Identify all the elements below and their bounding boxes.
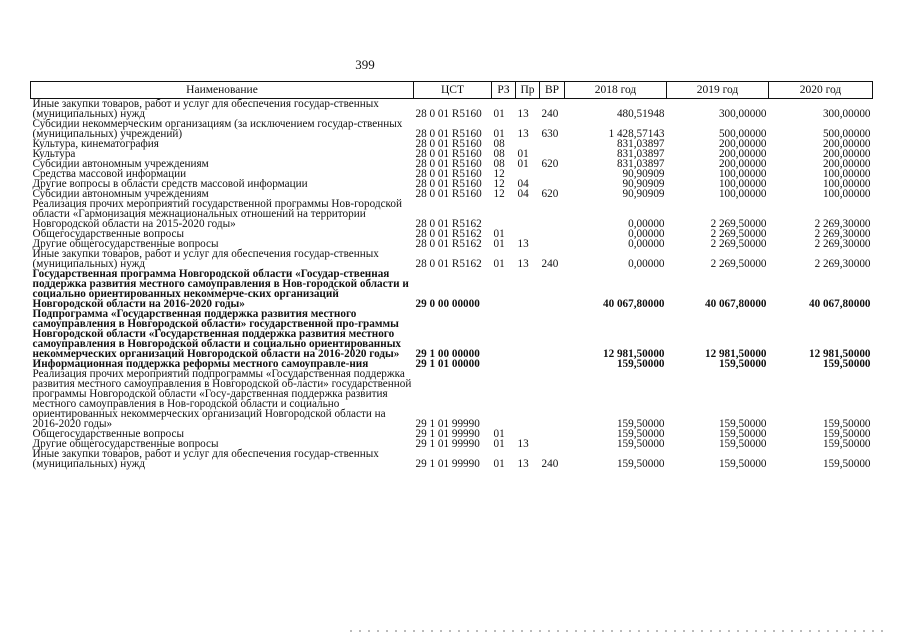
cell-rz — [492, 369, 516, 429]
cell-cst: 29 1 01 99990 — [415, 428, 480, 440]
cell-cst: 28 0 01 R5160 — [415, 108, 482, 120]
cell-2018: 480,51948 — [616, 108, 665, 120]
cell-2018: 159,50000 — [616, 418, 665, 430]
cell-pr: 13 — [517, 458, 529, 470]
cell-rz: 01 — [493, 258, 505, 270]
cell-cst: 28 0 01 R5160 — [415, 188, 482, 200]
cell-vr — [540, 429, 565, 439]
cell-pr: 13 — [517, 238, 529, 250]
cell-2019: 159,50000 — [718, 358, 767, 370]
cell-2018: 0,00000 — [628, 228, 665, 240]
cell-vr — [540, 229, 565, 239]
cell-rz: 08 — [493, 148, 505, 160]
cell-2019: 159,50000 — [718, 438, 767, 450]
cell-rz: 12 — [493, 188, 505, 200]
cell-name: Субсидии автономным учреждениям — [32, 158, 209, 170]
header-2020: 2020 год — [769, 82, 873, 99]
cell-name: Информационная поддержка реформы местного самоуправле-ния — [32, 358, 369, 370]
cell-2019: 40 067,80000 — [704, 298, 767, 310]
table-row — [31, 119, 873, 139]
header-vr: ВР — [540, 82, 565, 99]
cell-vr — [540, 169, 565, 179]
cell-rz — [492, 199, 516, 229]
cell-2020: 2 269,30000 — [814, 218, 871, 230]
cell-2019: 12 981,50000 — [704, 348, 767, 360]
cell-name: Реализация прочих мероприятий подпрограммы «Государственная поддержка развития местного самоуправления в Новгородской об-ласти» государственной программы Новгородской области «Госу-дарственная поддержка развития местного самоуправления в Нов-городской области и социально ориентированных некоммерческих организаций Новгородской области на 2016-2020 годы» — [32, 368, 412, 430]
cell-rz: 01 — [493, 228, 505, 240]
cell-2019: 100,00000 — [718, 178, 767, 190]
cell-2018: 159,50000 — [616, 438, 665, 450]
cell-2020: 2 269,30000 — [814, 238, 871, 250]
cell-2018: 159,50000 — [616, 458, 665, 470]
cell-name: Другие общегосударственные вопросы — [32, 438, 219, 450]
cell-2018: 0,00000 — [628, 238, 665, 250]
cell-name: Реализация прочих мероприятий государственной программы Нов-городской области «Гармонизация межнациональных отношений на территории Новгородской области на 2015-2020 годы» — [32, 198, 402, 230]
header-name: Наименование — [31, 82, 414, 99]
cell-name: Иные закупки товаров, работ и услуг для обеспечения государ-ственных (муниципальных) нужд — [32, 248, 379, 270]
cell-rz: 01 — [493, 128, 505, 140]
cell-rz: 01 — [493, 428, 505, 440]
cell-2020: 159,50000 — [822, 358, 871, 370]
cell-pr: 04 — [517, 178, 529, 190]
cell-2019: 159,50000 — [718, 418, 767, 430]
cell-2019: 2 269,50000 — [710, 238, 767, 250]
header-2019: 2019 год — [667, 82, 769, 99]
cell-2018: 0,00000 — [628, 218, 665, 230]
cell-2020: 200,00000 — [822, 138, 871, 150]
cell-2020: 159,50000 — [822, 418, 871, 430]
table-row — [31, 369, 873, 429]
table-row — [31, 449, 873, 469]
cell-2019: 159,50000 — [718, 458, 767, 470]
cell-name: Другие вопросы в области средств массовой информации — [32, 178, 308, 190]
cell-2018: 0,00000 — [628, 258, 665, 270]
cell-2019: 2 269,50000 — [710, 258, 767, 270]
cell-2019: 2 269,50000 — [710, 218, 767, 230]
cell-2018: 1 428,57143 — [608, 128, 665, 140]
cell-2020: 2 269,30000 — [814, 228, 871, 240]
cell-rz: 01 — [493, 458, 505, 470]
cell-cst: 28 0 01 R5160 — [415, 168, 482, 180]
cell-pr: 13 — [517, 108, 529, 120]
cell-name: Иные закупки товаров, работ и услуг для обеспечения государ-ственных (муниципальных) нужд — [32, 448, 379, 470]
cell-2019: 300,00000 — [718, 108, 767, 120]
cell-name: Субсидии некоммерческим организациям (за исключением государ-ственных (муниципальных) учреждений) — [32, 118, 403, 140]
table-row — [31, 309, 873, 359]
cell-name: Культура — [32, 148, 76, 160]
cell-cst: 29 1 01 99990 — [415, 458, 480, 470]
cell-vr: 630 — [541, 128, 559, 140]
cell-vr — [540, 369, 565, 429]
cell-vr — [540, 239, 565, 249]
cell-2019: 500,00000 — [718, 128, 767, 140]
cell-rz: 08 — [493, 158, 505, 170]
table-body — [31, 99, 873, 470]
cell-vr: 620 — [541, 188, 559, 200]
cell-cst: 29 0 00 00000 — [415, 298, 480, 310]
cell-2020: 100,00000 — [822, 188, 871, 200]
cell-name: Другие общегосударственные вопросы — [32, 238, 219, 250]
cell-name: Культура, кинематография — [32, 138, 159, 150]
cell-2018: 831,03897 — [616, 158, 665, 170]
cell-2018: 159,50000 — [616, 358, 665, 370]
cell-vr — [540, 199, 565, 229]
cell-2020: 159,50000 — [822, 428, 871, 440]
cell-cst: 28 0 01 R5162 — [415, 238, 482, 250]
cell-vr — [540, 269, 565, 309]
cell-cst: 28 0 01 R5160 — [415, 148, 482, 160]
cell-rz: 08 — [493, 138, 505, 150]
cell-name: Государственная программа Новгородской области «Государ-ственная поддержка развития местного самоуправления в Нов-городской области и социально ориентированных некоммерче-ских организаций Новгородской области на 2016-2020 годы» — [32, 268, 409, 310]
cell-vr — [540, 309, 565, 359]
cell-name: Иные закупки товаров, работ и услуг для обеспечения государ-ственных (муниципальных) нужд — [32, 98, 379, 120]
cell-2020: 100,00000 — [822, 168, 871, 180]
cell-pr — [516, 369, 540, 429]
header-2018: 2018 год — [565, 82, 667, 99]
cell-pr: 13 — [517, 438, 529, 450]
cell-name: Общегосударственные вопросы — [32, 228, 185, 240]
cell-cst: 28 0 01 R5162 — [415, 218, 482, 230]
cell-name: Подпрограмма «Государственная поддержка развития местного самоуправления в Новгородской области» государственной про-граммы Новгородской области «Государственная поддержка развития местного самоуправления в Новгородской области и социально ориентированных некоммерческих организаций Новгородской области на 2016-2020 годы» — [32, 308, 402, 360]
cell-2018: 831,03897 — [616, 148, 665, 160]
cell-rz — [492, 359, 516, 369]
cell-cst: 29 1 01 99990 — [415, 418, 480, 430]
header-cst: ЦСТ — [414, 82, 492, 99]
cell-pr: 13 — [517, 258, 529, 270]
cell-2020: 40 067,80000 — [808, 298, 871, 310]
cell-pr — [516, 269, 540, 309]
cell-2020: 2 269,30000 — [814, 258, 871, 270]
cell-vr: 240 — [541, 458, 559, 470]
scan-artifact-line — [350, 630, 890, 632]
cell-2019: 100,00000 — [718, 168, 767, 180]
cell-2020: 300,00000 — [822, 108, 871, 120]
cell-2020: 159,50000 — [822, 458, 871, 470]
cell-cst: 29 1 01 99990 — [415, 438, 480, 450]
cell-rz: 01 — [493, 108, 505, 120]
cell-2019: 2 269,50000 — [710, 228, 767, 240]
cell-2019: 100,00000 — [718, 188, 767, 200]
cell-pr — [516, 359, 540, 369]
cell-name: Субсидии автономным учреждениям — [32, 188, 209, 200]
cell-pr: 01 — [517, 158, 529, 170]
cell-cst: 28 0 01 R5162 — [415, 228, 482, 240]
cell-rz — [492, 309, 516, 359]
header-pr: Пр — [516, 82, 540, 99]
cell-2020: 200,00000 — [822, 148, 871, 160]
cell-rz — [492, 269, 516, 309]
table-row — [31, 249, 873, 269]
table-header-row — [31, 82, 873, 99]
cell-rz: 01 — [493, 238, 505, 250]
cell-cst: 29 1 01 00000 — [415, 358, 480, 370]
cell-cst: 28 0 01 R5160 — [415, 158, 482, 170]
cell-2018: 159,50000 — [616, 428, 665, 440]
header-rz: РЗ — [492, 82, 516, 99]
page-number: 399 — [355, 57, 375, 72]
cell-2019: 200,00000 — [718, 138, 767, 150]
cell-name: Средства массовой информации — [32, 168, 187, 180]
cell-pr — [516, 199, 540, 229]
cell-rz: 12 — [493, 168, 505, 180]
cell-vr: 240 — [541, 108, 559, 120]
cell-2020: 500,00000 — [822, 128, 871, 140]
cell-vr — [540, 359, 565, 369]
budget-table — [30, 81, 873, 469]
table-row — [31, 269, 873, 309]
cell-2020: 100,00000 — [822, 178, 871, 190]
cell-2020: 12 981,50000 — [808, 348, 871, 360]
cell-2019: 159,50000 — [718, 428, 767, 440]
cell-2019: 200,00000 — [718, 158, 767, 170]
cell-2018: 90,90909 — [622, 178, 665, 190]
cell-pr: 01 — [517, 148, 529, 160]
cell-cst: 28 0 01 R5160 — [415, 178, 482, 190]
cell-rz: 12 — [493, 178, 505, 190]
cell-vr — [540, 139, 565, 149]
cell-cst: 28 0 01 R5162 — [415, 258, 482, 270]
table-row — [31, 199, 873, 229]
cell-cst: 28 0 01 R5160 — [415, 138, 482, 150]
cell-2020: 200,00000 — [822, 158, 871, 170]
cell-2018: 40 067,80000 — [602, 298, 665, 310]
cell-pr — [516, 309, 540, 359]
cell-2020: 159,50000 — [822, 438, 871, 450]
table-row — [31, 99, 873, 120]
cell-cst: 29 1 00 00000 — [415, 348, 480, 360]
cell-vr: 240 — [541, 258, 559, 270]
cell-2018: 831,03897 — [616, 138, 665, 150]
cell-vr: 620 — [541, 158, 559, 170]
cell-cst: 28 0 01 R5160 — [415, 128, 482, 140]
cell-name: Общегосударственные вопросы — [32, 428, 185, 440]
cell-2018: 90,90909 — [622, 188, 665, 200]
cell-rz: 01 — [493, 438, 505, 450]
cell-2019: 200,00000 — [718, 148, 767, 160]
cell-2018: 12 981,50000 — [602, 348, 665, 360]
cell-2018: 90,90909 — [622, 168, 665, 180]
cell-pr: 13 — [517, 128, 529, 140]
cell-pr: 04 — [517, 188, 529, 200]
cell-vr — [540, 439, 565, 449]
